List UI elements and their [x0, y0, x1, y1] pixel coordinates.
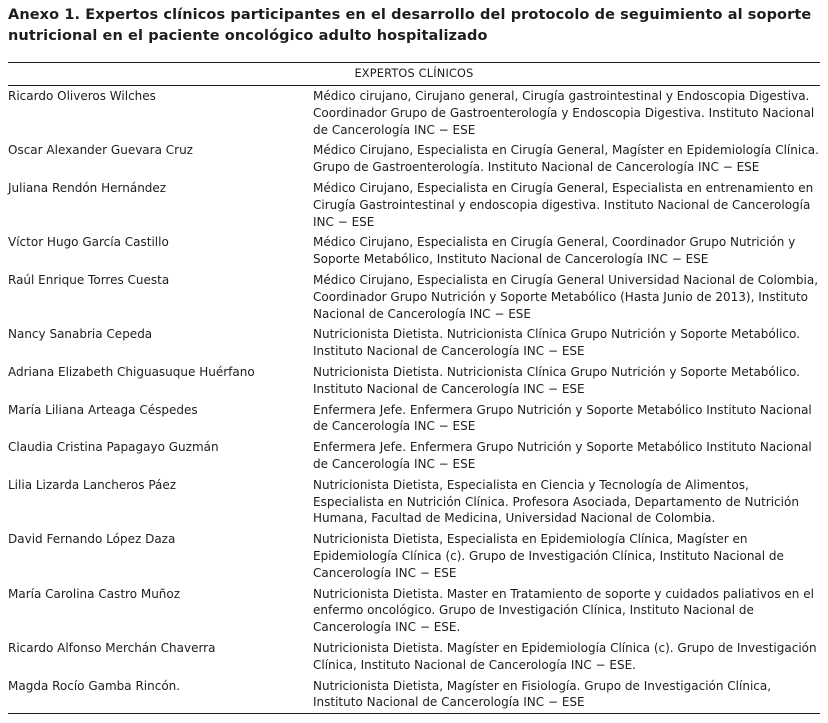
expert-name: Oscar Alexander Guevara Cruz: [8, 143, 193, 158]
expert-name: Víctor Hugo García Castillo: [8, 235, 169, 250]
expert-name: Lilia Lizarda Lancheros Páez: [8, 477, 177, 492]
expert-name: Raúl Enrique Torres Cuesta: [8, 272, 170, 287]
table-row: [8, 324, 820, 362]
table-row: [8, 529, 820, 583]
table-row: [8, 475, 820, 529]
expert-name: Juliana Rendón Hernández: [8, 180, 167, 195]
expert-description: Nutricionista Dietista. Magíster en Epidemiología Clínica (c). Grupo de Investigación Clínica, Instituto Nacional de Cancerología INC − ESE.: [313, 640, 817, 672]
expert-description: Enfermera Jefe. Enfermera Grupo Nutrición y Soporte Metabólico Instituto Nacional de Cancerología INC − ESE: [313, 440, 812, 471]
table-row: [8, 232, 820, 270]
expert-name: Claudia Cristina Papagayo Guzmán: [8, 440, 219, 455]
expert-name: María Liliana Arteaga Céspedes: [8, 402, 198, 417]
expert-description: Enfermera Jefe. Enfermera Grupo Nutrición y Soporte Metabólico Instituto Nacional de Cancerología INC − ESE: [313, 402, 812, 434]
expert-name: David Fernando López Daza: [8, 532, 176, 547]
expert-name: Ricardo Oliveros Wilches: [8, 89, 156, 103]
table-row: [8, 437, 820, 475]
table-row: [8, 676, 820, 714]
expert-name: Magda Rocío Gamba Rincón.: [8, 678, 181, 693]
expert-description: Nutricionista Dietista, Especialista en Ciencia y Tecnología de Alimentos, Especialista en Nutrición Clínica. Profesora Asociada, Departamento de Nutrición Humana, Facultad de Medicina, Universidad Nacional de Colombia.: [313, 477, 799, 526]
expert-name: María Carolina Castro Muñoz: [8, 586, 181, 601]
expert-description: Médico Cirujano, Especialista en Cirugía General, Coordinador Grupo Nutrición y Soporte Metabólico, Instituto Nacional de Cancerología INC − ESE: [313, 235, 796, 267]
expert-description: Médico Cirujano, Especialista en Cirugía General Universidad Nacional de Colombia, Coordinador Grupo Nutrición y Soporte Metabólico (Hasta Junio de 2013), Instituto Nacional de Cancerología INC − ESE: [313, 272, 819, 321]
annex-title: Anexo 1. Expertos clínicos participantes en el desarrollo del protocolo de seguimiento al soporte nutricional en el paciente oncológico adulto hospitalizado: [8, 7, 812, 44]
expert-description: Nutricionista Dietista, Magíster en Fisiología. Grupo de Investigación Clínica, Instituto Nacional de Cancerología INC − ESE: [313, 678, 772, 710]
expert-description: Médico cirujano, Cirujano general, Cirugía gastrointestinal y Endoscopia Digestiva. Coordinador Grupo de Gastroenterología y Endoscopia Digestiva. Instituto Nacional de Cancerología INC − ESE: [313, 89, 815, 137]
expert-name: Ricardo Alfonso Merchán Chaverra: [8, 640, 216, 655]
expert-description: Nutricionista Dietista. Master en Tratamiento de soporte y cuidados paliativos en el enfermo oncológico. Grupo de Investigación Clínica, Instituto Nacional de Cancerología INC − ESE.: [313, 586, 814, 635]
expert-description: Nutricionista Dietista, Especialista en Epidemiología Clínica, Magíster en Epidemiología Clínica (c). Grupo de Investigación Clínica, Instituto Nacional de Cancerología INC − ESE: [313, 532, 784, 580]
expert-description: Médico Cirujano, Especialista en Cirugía General, Especialista en entrenamiento en Cirugía Gastrointestinal y endoscopia digestiva. Instituto Nacional de Cancerología INC − ESE: [313, 180, 814, 229]
table-row: [8, 270, 820, 324]
expert-name: Adriana Elizabeth Chiguasuque Huérfano: [8, 364, 255, 379]
table-row: [8, 86, 820, 140]
table-header: EXPERTOS CLÍNICOS: [8, 63, 820, 86]
table-row: [8, 638, 820, 676]
expert-name: Nancy Sanabria Cepeda: [8, 327, 153, 342]
experts-table: [8, 62, 820, 714]
expert-description: Nutricionista Dietista. Nutricionista Clínica Grupo Nutrición y Soporte Metabólico. Instituto Nacional de Cancerología INC − ESE: [313, 364, 800, 396]
table-row: [8, 362, 820, 400]
table-row: [8, 140, 820, 178]
expert-description: Médico Cirujano, Especialista en Cirugía General, Magíster en Epidemiología Clínica. Grupo de Gastroenterología. Instituto Nacional de Cancerología INC − ESE: [313, 143, 819, 175]
table-row: [8, 400, 820, 438]
table-row: [8, 178, 820, 232]
expert-description: Nutricionista Dietista. Nutricionista Clínica Grupo Nutrición y Soporte Metabólico. Instituto Nacional de Cancerología INC − ESE: [313, 327, 800, 359]
table-row: [8, 584, 820, 638]
